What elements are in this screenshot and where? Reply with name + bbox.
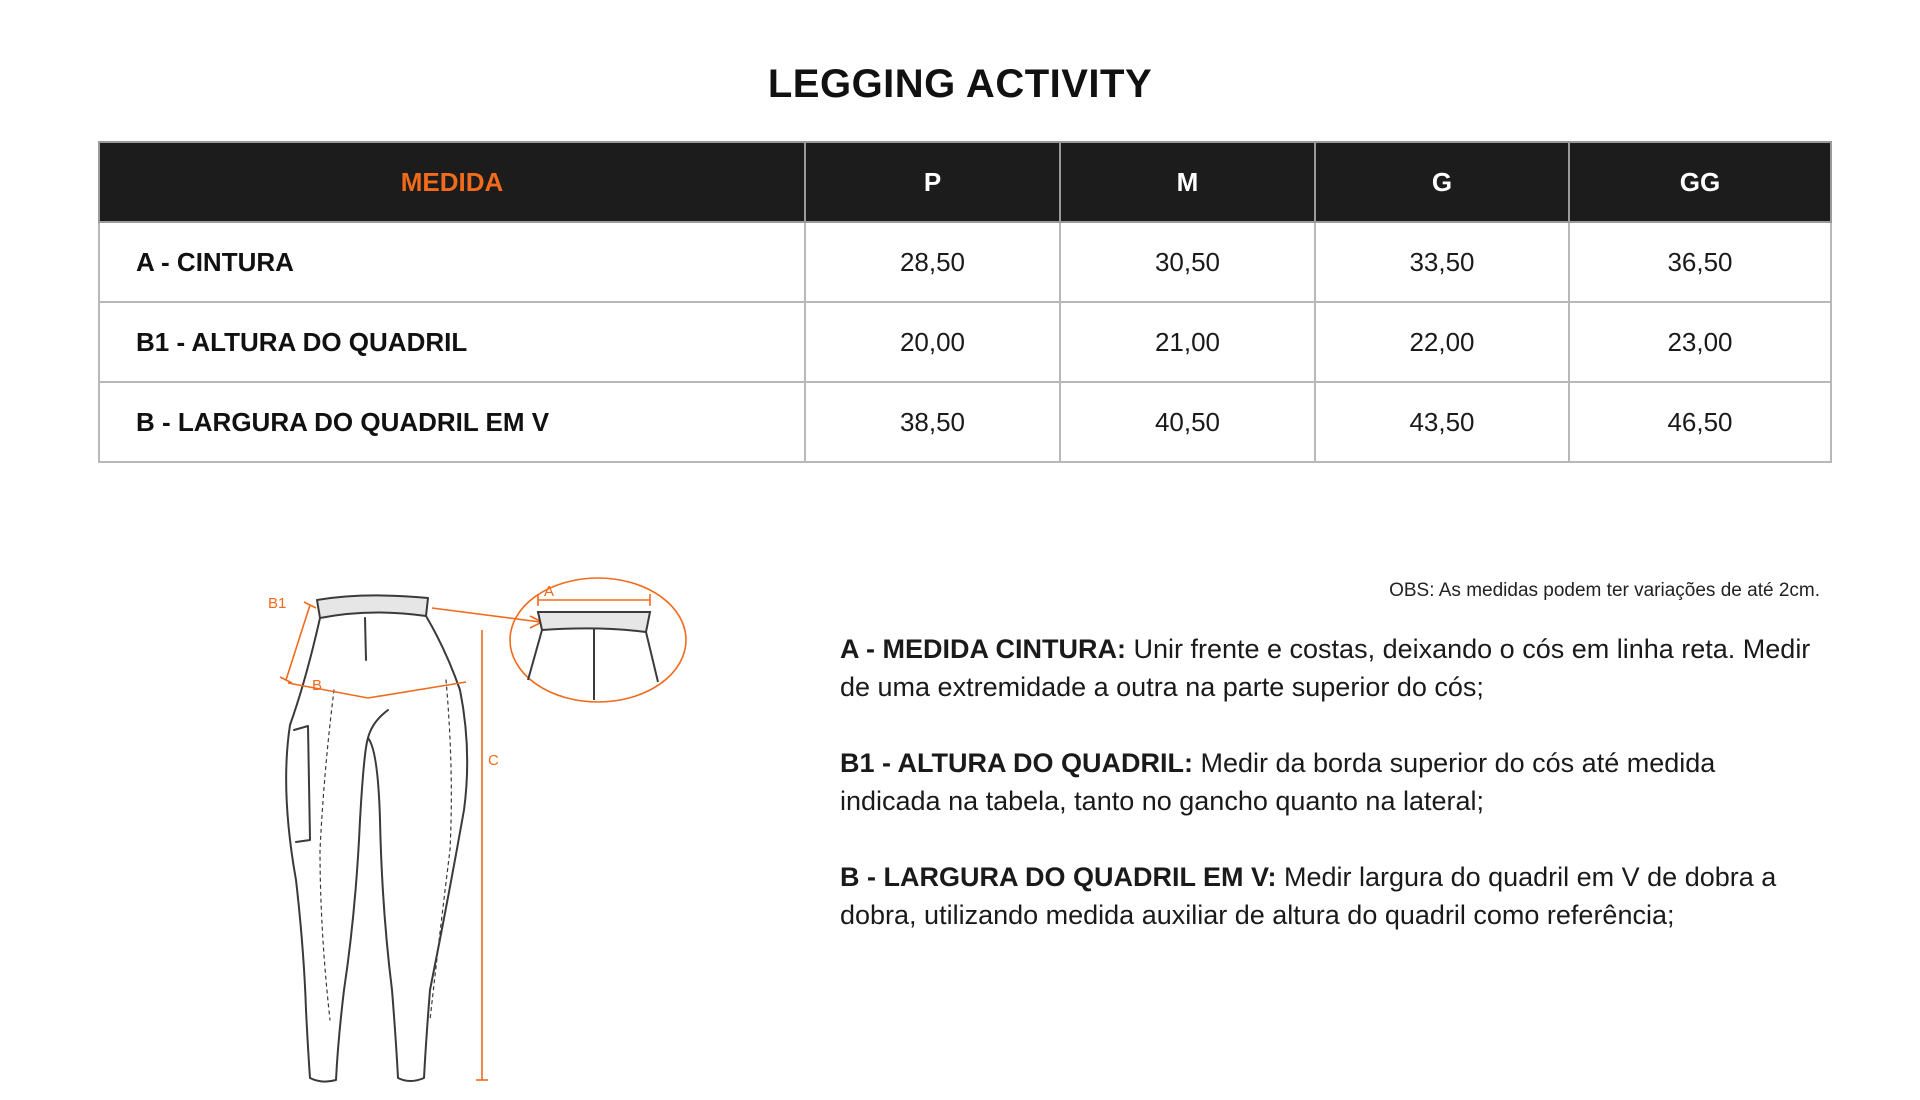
header-size-m: M — [1060, 142, 1315, 222]
header-size-gg: GG — [1569, 142, 1831, 222]
size-table — [98, 141, 1832, 463]
label-b: B — [312, 677, 323, 694]
row-label-cintura: A - CINTURA — [99, 222, 805, 302]
note-text: Medir da borda superior do cós até medida indicada na tabela, tanto no gancho quanto na lateral; — [840, 748, 1716, 816]
note-altura-quadril — [840, 744, 1820, 820]
note-label: B - LARGURA DO QUADRIL EM V: — [840, 862, 1277, 892]
header-size-g: G — [1315, 142, 1569, 222]
measurement-notes — [840, 630, 1820, 972]
cell-value: 21,00 — [1060, 302, 1315, 382]
cell-value: 43,50 — [1315, 382, 1569, 462]
cell-value: 28,50 — [805, 222, 1060, 302]
obs-note: OBS: As medidas podem ter variações de até 2cm. — [1389, 580, 1820, 601]
row-label-largura-quadril: B - LARGURA DO QUADRIL EM V — [99, 382, 805, 462]
table-header-row — [99, 142, 1831, 222]
cell-value: 36,50 — [1569, 222, 1831, 302]
note-text: Medir largura do quadril em V de dobra a dobra, utilizando medida auxiliar de altura do quadril como referência; — [840, 862, 1777, 930]
cell-value: 33,50 — [1315, 222, 1569, 302]
cell-value: 40,50 — [1060, 382, 1315, 462]
cell-value: 20,00 — [805, 302, 1060, 382]
note-text: Unir frente e costas, deixando o cós em linha reta. Medir de uma extremidade a outra na parte superior do cós; — [840, 634, 1811, 702]
cell-value: 22,00 — [1315, 302, 1569, 382]
note-label: A - MEDIDA CINTURA: — [840, 634, 1126, 664]
table-row — [99, 382, 1831, 462]
cell-value: 38,50 — [805, 382, 1060, 462]
row-label-altura-quadril: B1 - ALTURA DO QUADRIL — [99, 302, 805, 382]
header-measure: MEDIDA — [99, 142, 805, 222]
table-row — [99, 222, 1831, 302]
note-cintura — [840, 630, 1820, 706]
note-largura-quadril — [840, 858, 1820, 934]
header-size-p: P — [805, 142, 1060, 222]
note-label: B1 - ALTURA DO QUADRIL: — [840, 748, 1193, 778]
label-a: A — [544, 583, 555, 600]
cell-value: 46,50 — [1569, 382, 1831, 462]
cell-value: 30,50 — [1060, 222, 1315, 302]
legging-diagram — [260, 550, 700, 1090]
label-b1: B1 — [268, 595, 287, 612]
table-row — [99, 302, 1831, 382]
page-title: LEGGING ACTIVITY — [767, 62, 1153, 106]
cell-value: 23,00 — [1569, 302, 1831, 382]
label-c: C — [488, 752, 499, 769]
